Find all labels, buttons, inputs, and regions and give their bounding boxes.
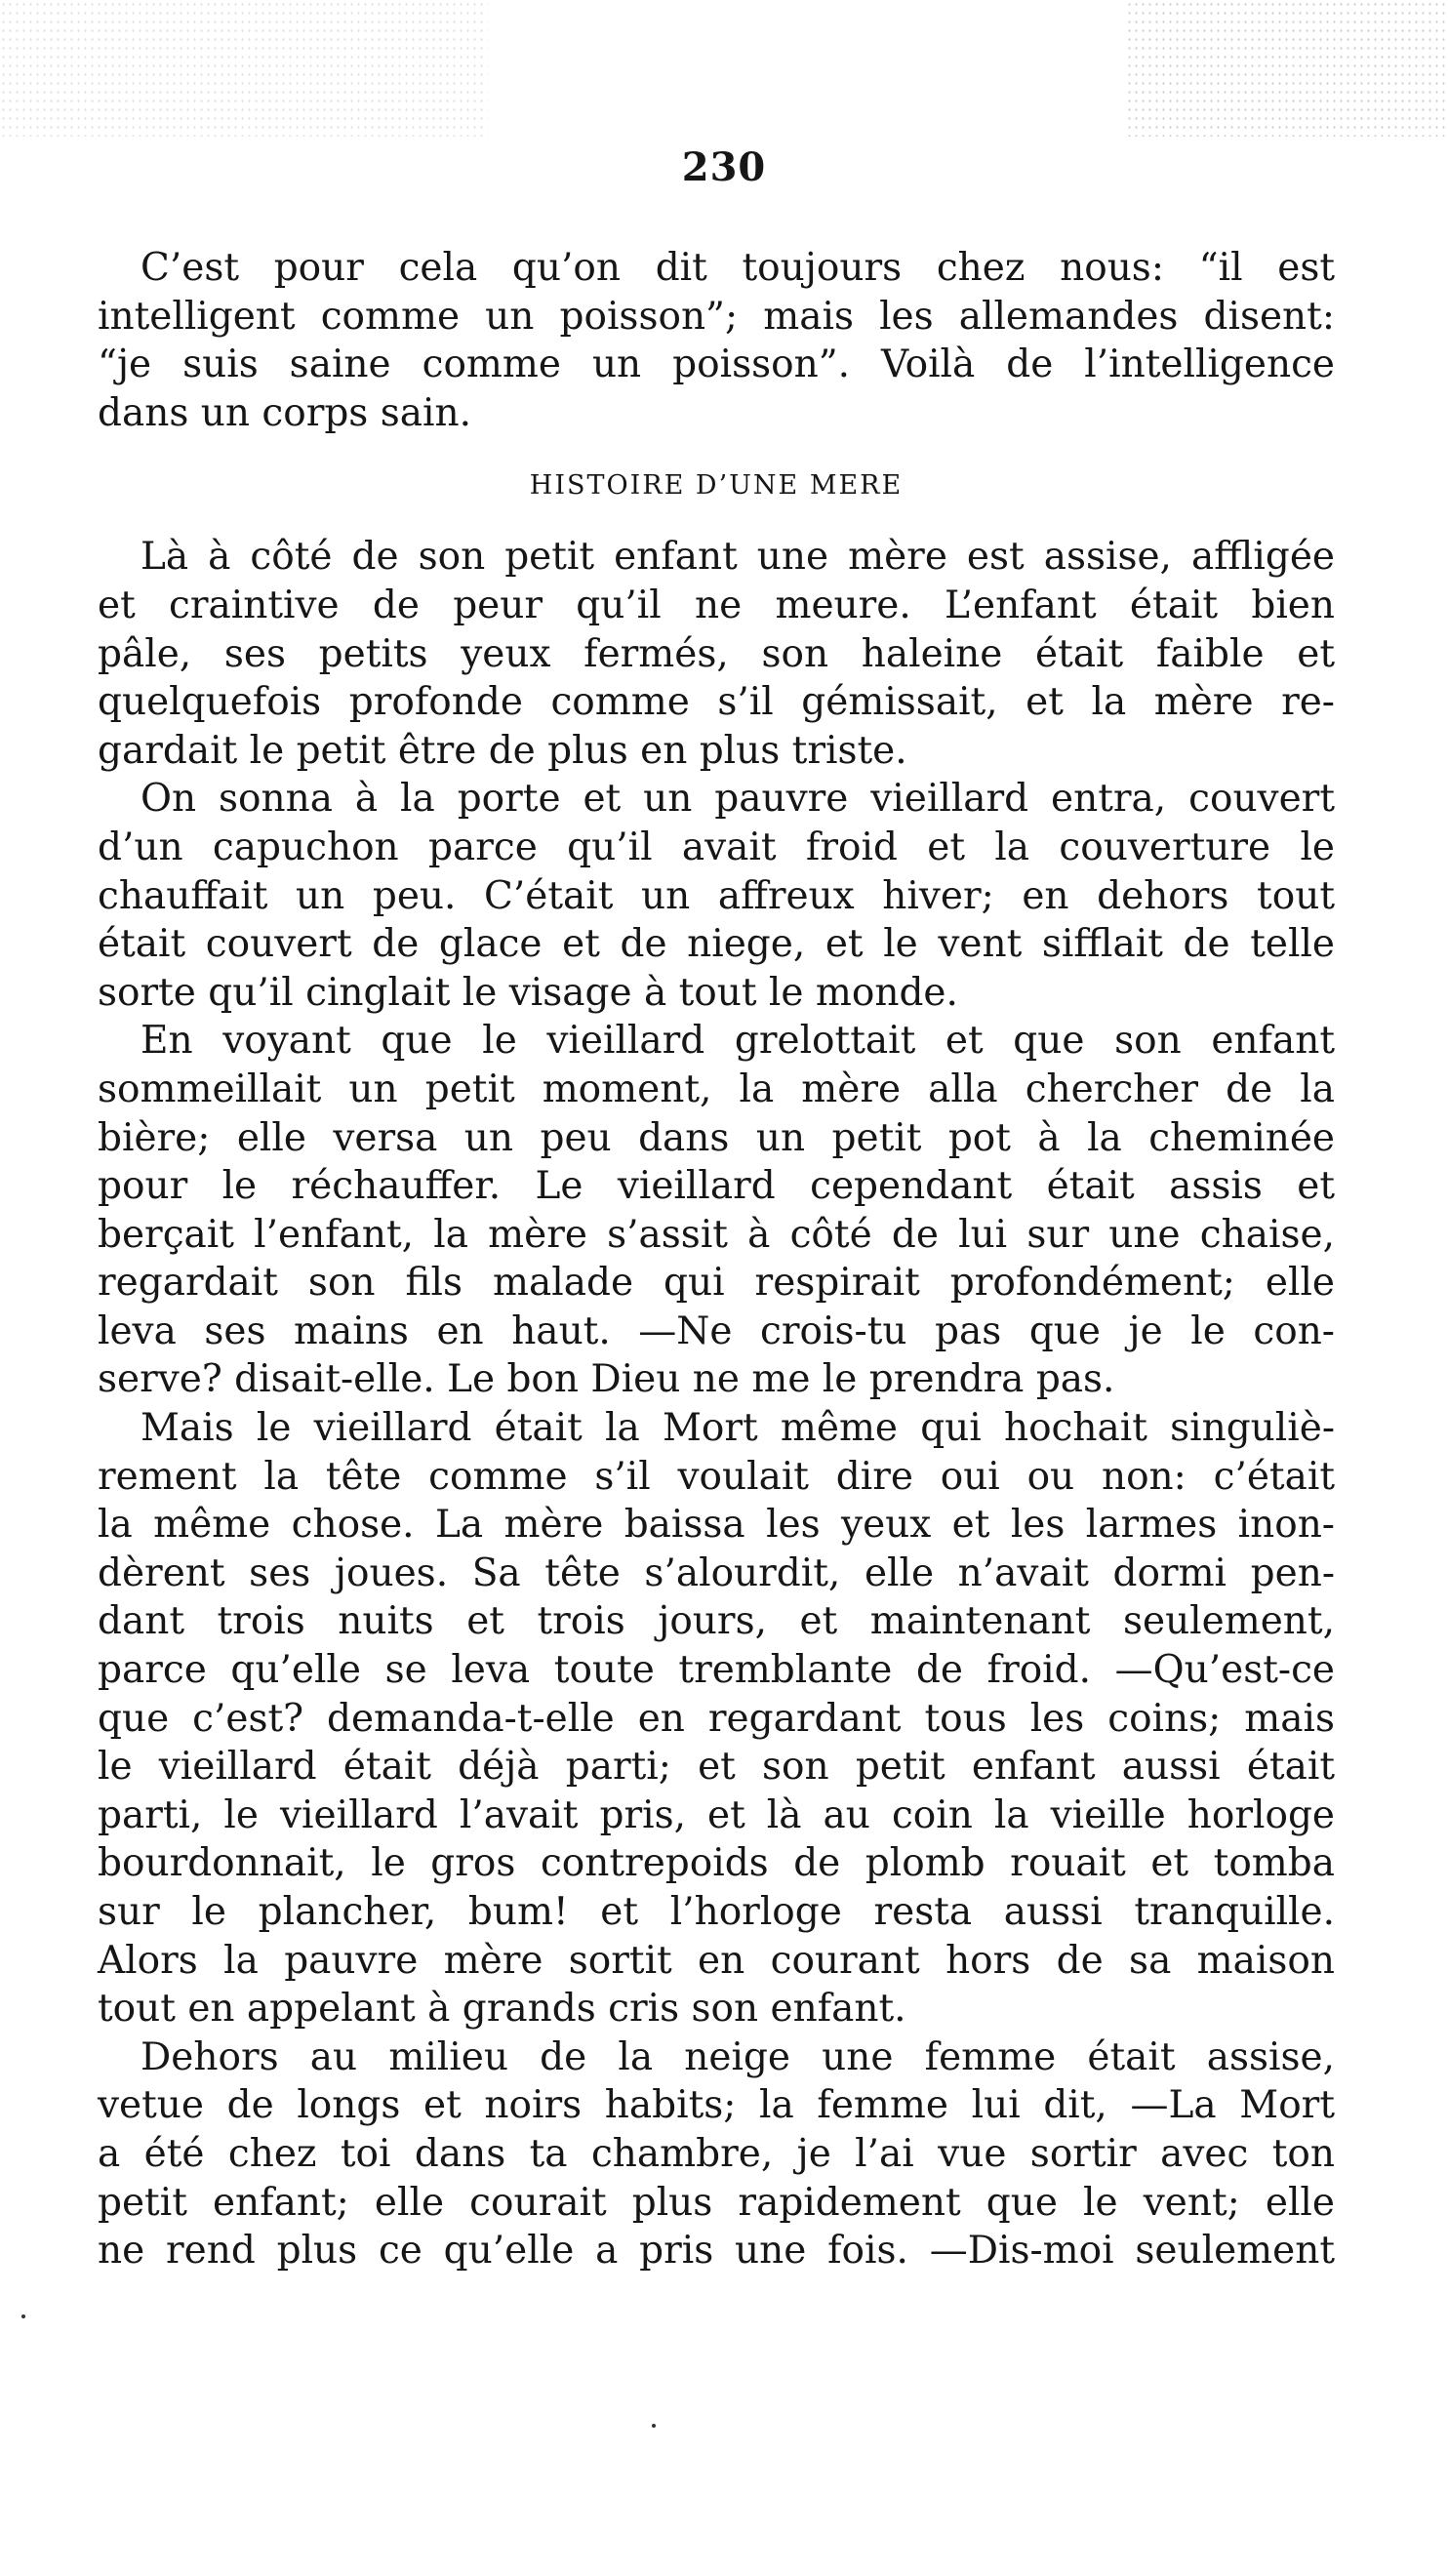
text-line: parti, le vieillard l’avait pris, et là au coin la vieille horloge: [98, 1792, 1335, 1837]
text-line: vetue de longs et noirs habits; la femme lui dit, —La Mort: [98, 2083, 1335, 2128]
text-line: dant trois nuits et trois jours, et maintenant seulement,: [98, 1599, 1335, 1644]
text-line: était couvert de glace et de niege, et le vent sifflait de telle: [98, 922, 1335, 967]
text-line: pour le réchauffer. Le vieillard cependant était assis et: [98, 1164, 1335, 1209]
text-line: bourdonnait, le gros contrepoids de plomb rouait et tomba: [98, 1841, 1335, 1886]
text-line: C’est pour cela qu’on dit toujours chez nous: “il est: [141, 246, 1335, 290]
text-line: sommeillait un petit moment, la mère alla chercher de la: [98, 1067, 1335, 1111]
paragraph-2: [98, 775, 1335, 1017]
text-line: Là à côté de son petit enfant une mère est assise, affligée: [141, 535, 1335, 580]
text-line: sur le plancher, bum! et l’horloge resta aussi tranquille.: [98, 1890, 1335, 1934]
story-title: HISTOIRE D’UNE MERE: [529, 470, 904, 502]
text-line: d’un capuchon parce qu’il avait froid et la couverture le: [98, 825, 1335, 869]
text-line: ne rend plus ce qu’elle a pris une fois. —Dis-moi seulement: [98, 2229, 1335, 2274]
text-line: serve? disait-elle. Le bon Dieu ne me le prendra pas.: [98, 1357, 1115, 1402]
intro-paragraph: [98, 244, 1335, 437]
paragraph-5: [98, 2033, 1335, 2275]
text-line: regardait son fils malade qui respirait profondément; elle: [98, 1261, 1335, 1306]
text-line: “je suis saine comme un poisson”. Voilà de l’intelligence: [98, 342, 1335, 387]
text-line: leva ses mains en haut. —Ne crois-tu pas que je le con-: [98, 1308, 1335, 1353]
paragraph-3: [98, 1017, 1335, 1404]
text-line: tout en appelant à grands cris son enfant.: [98, 1987, 906, 2032]
text-line: bière; elle versa un peu dans un petit pot à la cheminée: [98, 1115, 1335, 1160]
text-line: En voyant que le vieillard grelottait et que son enfant: [141, 1019, 1335, 1064]
text-line: intelligent comme un poisson”; mais les allemandes disent:: [98, 294, 1335, 339]
text-column: [98, 244, 1335, 2275]
paragraph-1: [98, 533, 1335, 775]
paragraph-4: [98, 1404, 1335, 2033]
text-line: petit enfant; elle courait plus rapidement que le vent; elle: [98, 2180, 1335, 2225]
text-line: gardait le petit être de plus en plus triste.: [98, 728, 907, 773]
text-line: la même chose. La mère baissa les yeux et les larmes inon-: [98, 1503, 1335, 1548]
text-line: le vieillard était déjà parti; et son petit enfant aussi était: [98, 1745, 1335, 1790]
text-line: Dehors au milieu de la neige une femme était assise,: [141, 2034, 1335, 2079]
text-line: parce qu’elle se leva toute tremblante de froid. —Qu’est-ce: [98, 1648, 1335, 1693]
scan-dust-dot: [21, 2314, 25, 2318]
text-line: rement la tête comme s’il voulait dire oui ou non: c’était: [98, 1454, 1335, 1499]
text-line: que c’est? demanda-t-elle en regardant tous les coins; mais: [98, 1696, 1335, 1741]
text-line: On sonna à la porte et un pauvre vieillard entra, couvert: [141, 777, 1335, 822]
text-line: chauffait un peu. C’était un affreux hiver; en dehors tout: [98, 873, 1335, 918]
text-line: a été chez toi dans ta chambre, je l’ai vue sortir avec ton: [98, 2131, 1335, 2176]
page-number: 230: [681, 144, 767, 190]
text-line: Alors la pauvre mère sortit en courant hors de sa maison: [98, 1938, 1335, 1983]
scan-noise-right: [1126, 0, 1448, 137]
text-line: sorte qu’il cinglait le visage à tout le monde.: [98, 970, 958, 1015]
text-line: et craintive de peur qu’il ne meure. L’enfant était bien: [98, 583, 1335, 627]
text-line: dans un corps sain.: [98, 390, 471, 435]
scan-dust-dot: [652, 2424, 656, 2428]
text-line: pâle, ses petits yeux fermés, son haleine était faible et: [98, 631, 1335, 676]
text-line: Mais le vieillard était la Mort même qui hochait singuliè-: [141, 1406, 1335, 1451]
scan-noise-left: [0, 0, 488, 137]
text-line: quelquefois profonde comme s’il gémissait, et la mère re-: [98, 680, 1335, 725]
text-line: dèrent ses joues. Sa tête s’alourdit, elle n’avait dormi pen-: [98, 1550, 1335, 1595]
text-line: berçait l’enfant, la mère s’assit à côté de lui sur une chaise,: [98, 1212, 1335, 1257]
